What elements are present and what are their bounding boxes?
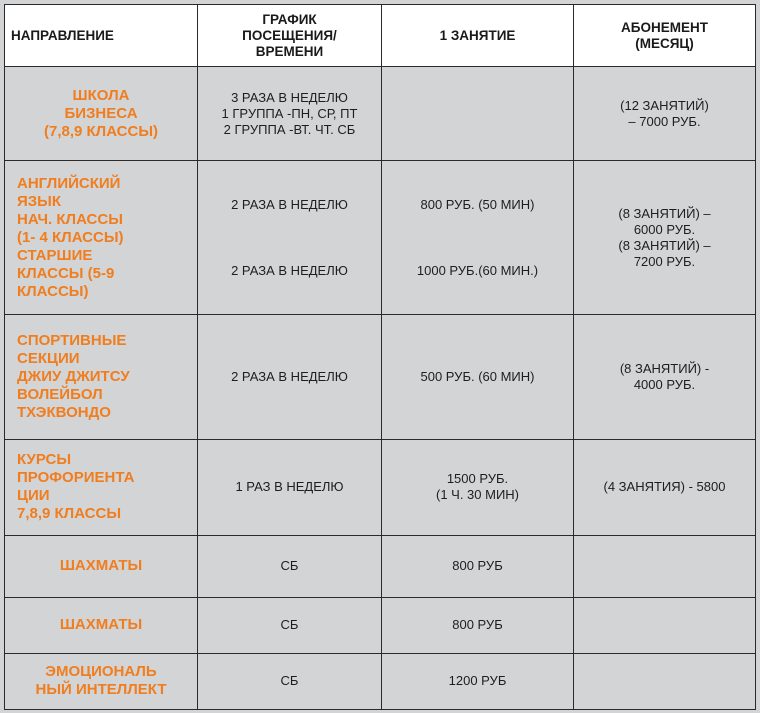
schedule-cell [198, 161, 382, 315]
direction-cell: ШАХМАТЫ [5, 535, 198, 597]
single-lesson-cell [382, 67, 574, 161]
direction-cell: ШКОЛА БИЗНЕСА (7,8,9 КЛАССЫ) [5, 67, 198, 161]
direction-cell: ШАХМАТЫ [5, 597, 198, 653]
schedule-cell: 3 РАЗА В НЕДЕЛЮ 1 ГРУППА -ПН, СР, ПТ 2 ГРУППА -ВТ. ЧТ. СБ [198, 67, 382, 161]
single-lesson-cell: 800 РУБ [382, 597, 574, 653]
single-lesson-cell: 500 РУБ. (60 МИН) [382, 315, 574, 439]
header-single-lesson: 1 ЗАНЯТИЕ [382, 5, 574, 67]
schedule-cell: 1 РАЗ В НЕДЕЛЮ [198, 439, 382, 535]
subscription-cell: (8 ЗАНЯТИЙ) – 6000 РУБ. (8 ЗАНЯТИЙ) – 7200 РУБ. [574, 161, 756, 315]
subscription-cell [574, 597, 756, 653]
single-lesson-cell: 1500 РУБ. (1 Ч. 30 МИН) [382, 439, 574, 535]
direction-cell: АНГЛИЙСКИЙ ЯЗЫК НАЧ. КЛАССЫ (1- 4 КЛАССЫ) СТАРШИЕ КЛАССЫ (5-9 КЛАССЫ) [5, 161, 198, 315]
schedule-cell: СБ [198, 535, 382, 597]
table-row [5, 597, 756, 653]
table-row [5, 315, 756, 439]
direction-cell: КУРСЫ ПРОФОРИЕНТА ЦИИ 7,8,9 КЛАССЫ [5, 439, 198, 535]
subscription-cell [574, 653, 756, 709]
schedule-line: 2 РАЗА В НЕДЕЛЮ [231, 196, 348, 212]
table-row [5, 161, 756, 315]
single-lesson-cell [382, 161, 574, 315]
header-subscription: АБОНЕМЕНТ (МЕСЯЦ) [574, 5, 756, 67]
price-line: 1000 РУБ.(60 МИН.) [416, 262, 539, 278]
schedule-cell: СБ [198, 597, 382, 653]
table-row [5, 67, 756, 161]
subscription-cell: (12 ЗАНЯТИЙ) – 7000 РУБ. [574, 67, 756, 161]
schedule-cell: 2 РАЗА В НЕДЕЛЮ [198, 315, 382, 439]
single-lesson-cell: 800 РУБ [382, 535, 574, 597]
header-schedule: ГРАФИК ПОСЕЩЕНИЯ/ ВРЕМЕНИ [198, 5, 382, 67]
table-row [5, 653, 756, 709]
price-line: 800 РУБ. (50 МИН) [420, 196, 535, 212]
subscription-cell: (8 ЗАНЯТИЙ) - 4000 РУБ. [574, 315, 756, 439]
header-row [5, 5, 756, 67]
subscription-cell: (4 ЗАНЯТИЯ) - 5800 [574, 439, 756, 535]
subscription-cell [574, 535, 756, 597]
price-table [4, 4, 756, 710]
single-lesson-cell: 1200 РУБ [382, 653, 574, 709]
table-row [5, 535, 756, 597]
direction-cell: ЭМОЦИОНАЛЬ НЫЙ ИНТЕЛЛЕКТ [5, 653, 198, 709]
schedule-cell: СБ [198, 653, 382, 709]
direction-cell: СПОРТИВНЫЕ СЕКЦИИ ДЖИУ ДЖИТСУ ВОЛЕЙБОЛ ТХЭКВОНДО [5, 315, 198, 439]
schedule-line: 2 РАЗА В НЕДЕЛЮ [231, 262, 348, 278]
header-direction: НАПРАВЛЕНИЕ [5, 5, 198, 67]
table-row [5, 439, 756, 535]
